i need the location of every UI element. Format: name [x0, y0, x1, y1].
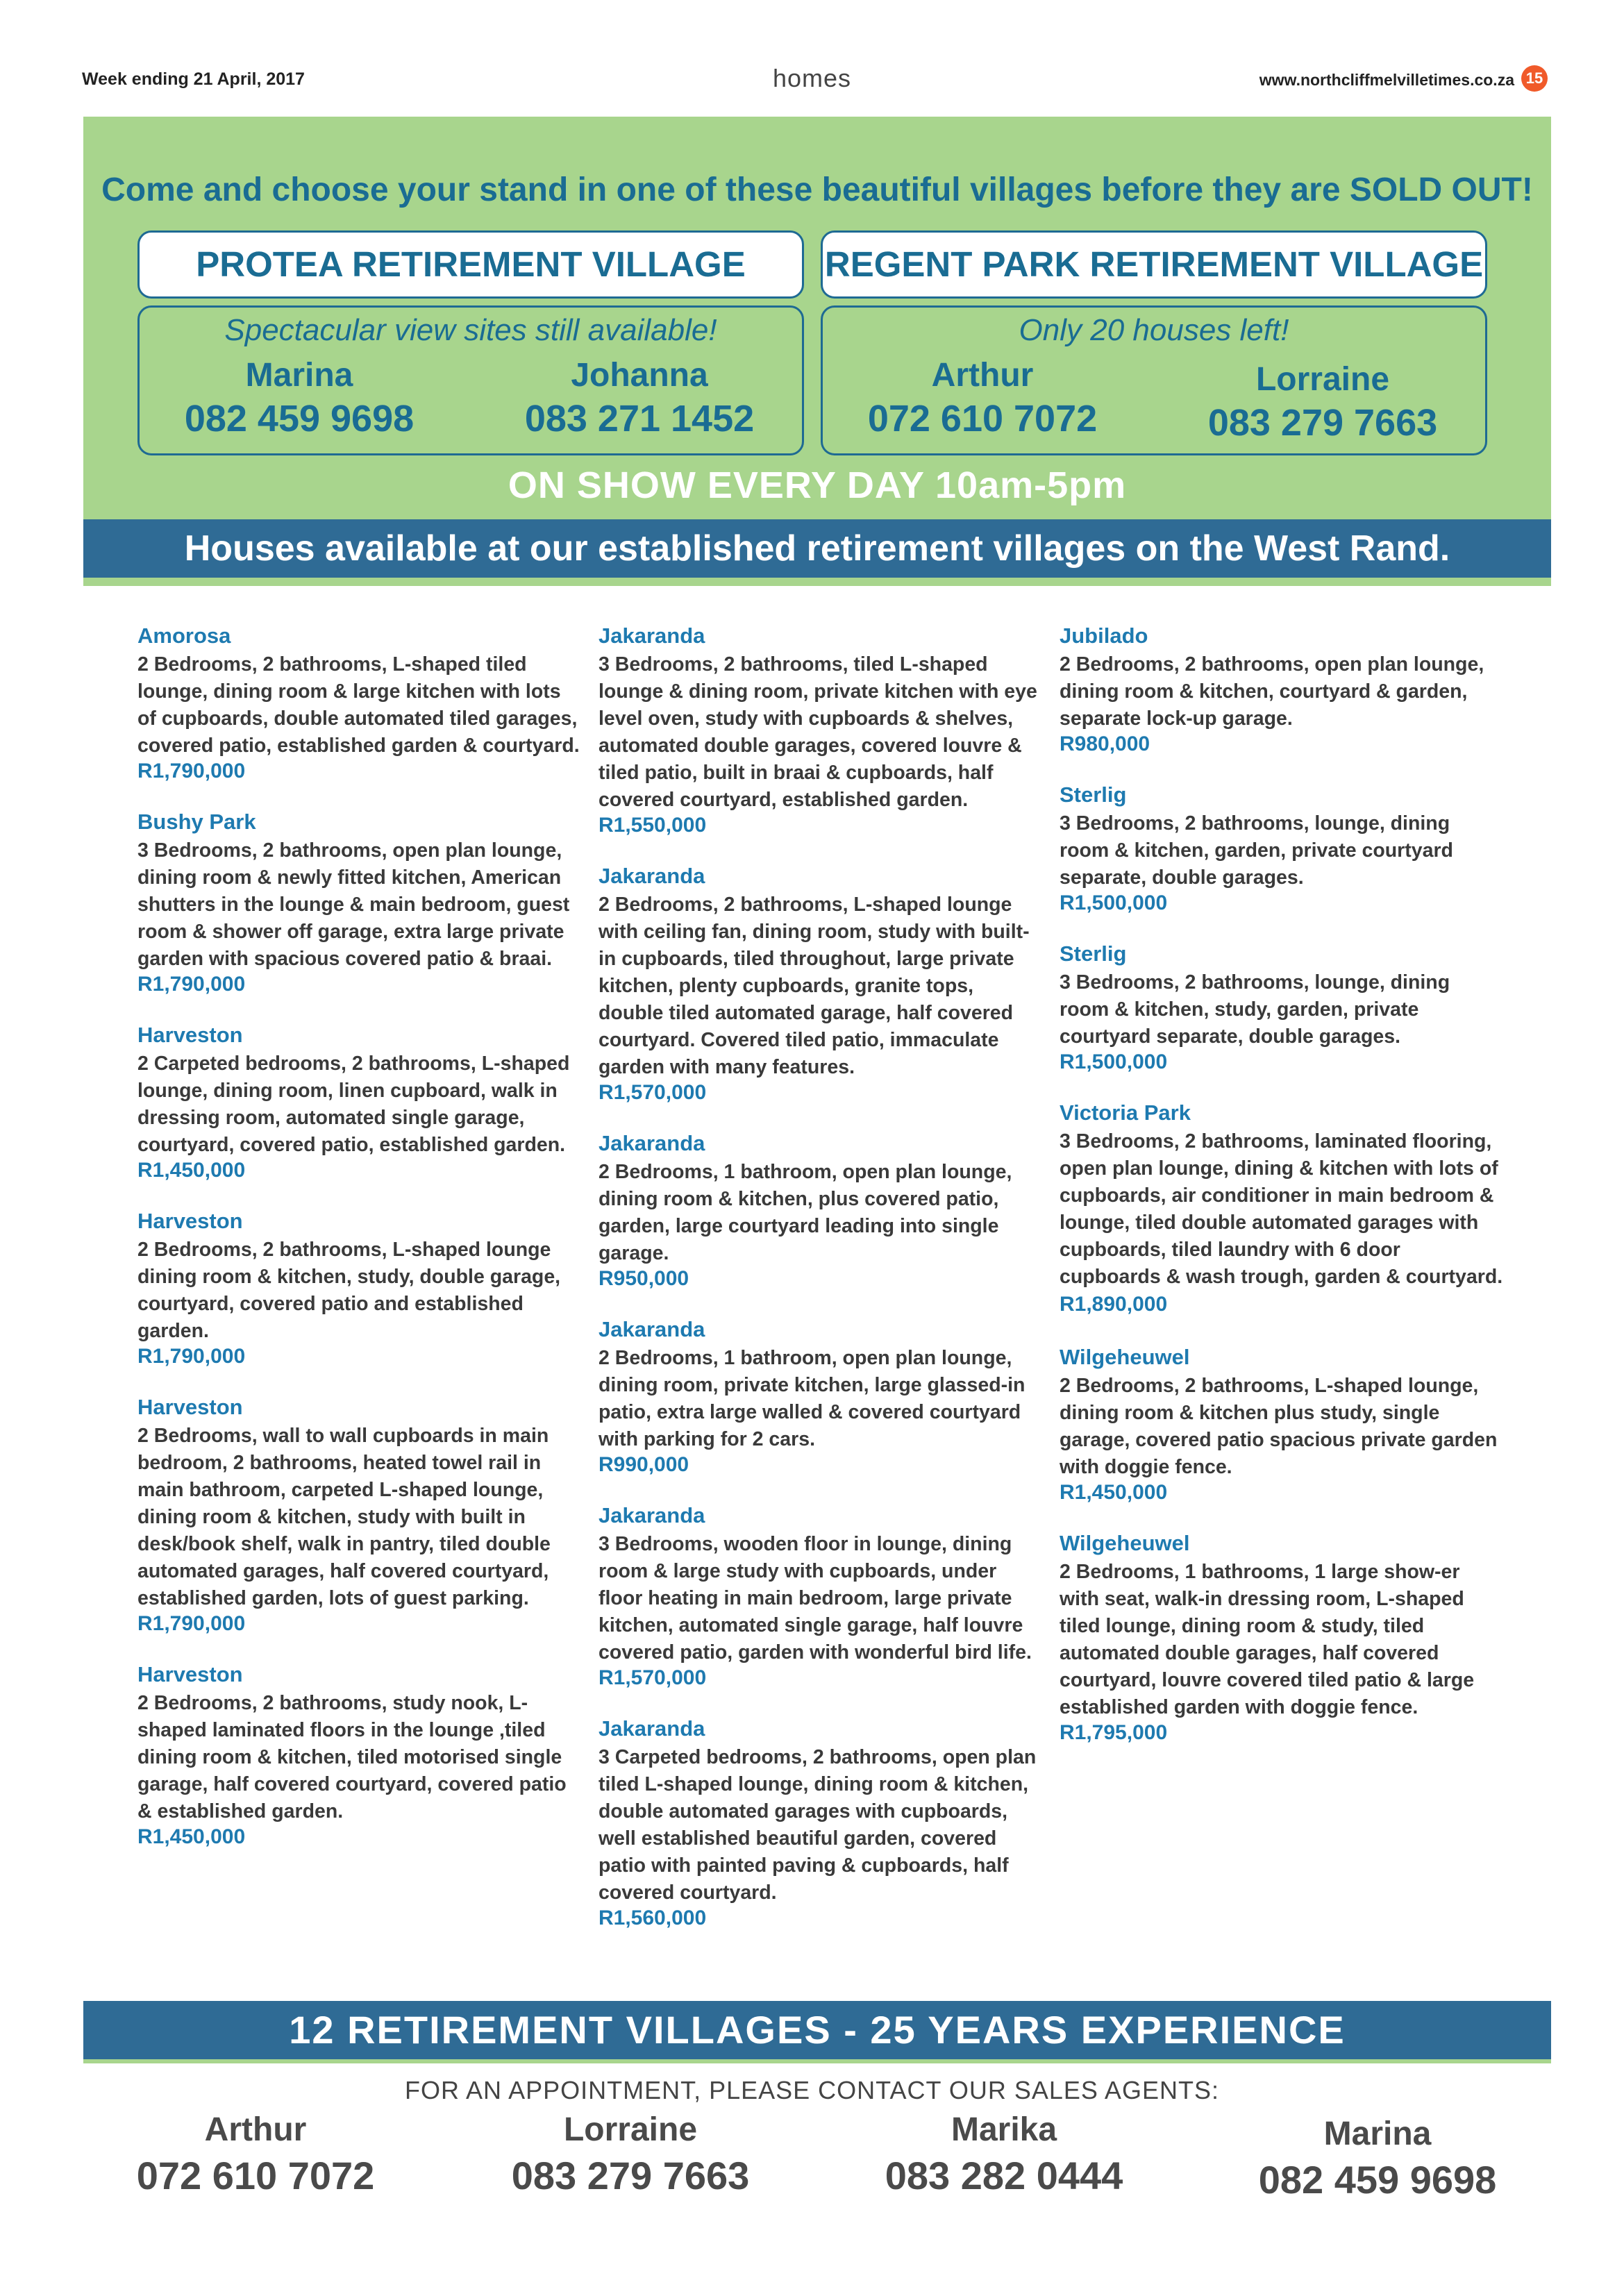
contact-card: [1170, 360, 1475, 444]
agent-phone[interactable]: 083 282 0444: [885, 2154, 1123, 2197]
listing-price: R1,500,000: [1060, 1050, 1168, 1073]
listing-price: R950,000: [598, 1267, 689, 1290]
listing-description: 2 Bedrooms, 2 bathrooms, L-shaped lounge with ceiling fan, dining room, study with built-in cupboards, tiled throughout, large private kitchen, plenty cupboards, granite tops, double tiled automated garage, half covered courtyard. Covered tiled patio, immaculate garden with many features.: [598, 894, 1030, 1078]
listing-price: R990,000: [598, 1453, 689, 1476]
listing-description: 2 Bedrooms, 2 bathrooms, open plan lounge, dining room & kitchen, courtyard & garden, separate lock-up garage.: [1060, 653, 1484, 730]
promo-banner: [83, 117, 1551, 586]
listing-description: 2 Bedrooms, 2 bathrooms, L-shaped tiled lounge, dining room & large kitchen with lots of cupboards, double automated tiled garages, covered patio, established garden & courtyard.: [137, 653, 580, 757]
regent-park-village-title: REGENT PARK RETIREMENT VILLAGE: [821, 231, 1487, 299]
listing-village-name: Harveston: [137, 1023, 243, 1047]
agent-name: Marina: [1323, 2115, 1432, 2152]
listing-village-name: Amorosa: [137, 623, 231, 648]
listing-description: 3 Bedrooms, 2 bathrooms, lounge, dining room & kitchen, garden, private courtyard separate, double garages.: [1060, 812, 1453, 889]
listing-price: R980,000: [1060, 732, 1150, 755]
listing-item: [1060, 623, 1504, 756]
regent-park-village-info: [821, 305, 1487, 455]
listing-price: R1,560,000: [598, 1907, 707, 1929]
listing-village-name: Harveston: [137, 1209, 243, 1233]
agent-name: Arthur: [204, 2111, 307, 2148]
contact-name: Marina: [245, 357, 353, 394]
listing-village-name: Jakaranda: [598, 1716, 705, 1741]
page-number-badge: 15: [1521, 65, 1548, 92]
on-show-notice: ON SHOW EVERY DAY 10am-5pm: [508, 464, 1127, 506]
listing-village-name: Harveston: [137, 1662, 243, 1686]
sales-agent: [858, 2111, 1150, 2198]
listing-price: R1,890,000: [1060, 1293, 1168, 1316]
listing-item: [1060, 941, 1504, 1074]
listing-price: R1,790,000: [137, 760, 246, 782]
listing-column-2: [598, 623, 1043, 1956]
listing-description: 2 Carpeted bedrooms, 2 bathrooms, L-shaped lounge, dining room, linen cupboard, walk in dressing room, automated single garage, courtyard, covered patio, established garden.: [137, 1053, 570, 1156]
appointment-text: FOR AN APPOINTMENT, PLEASE CONTACT OUR SALES AGENTS:: [405, 2076, 1219, 2104]
listing-item: [137, 1662, 582, 1849]
listing-village-name: Harveston: [137, 1395, 243, 1419]
listing-village-name: Bushy Park: [137, 810, 256, 834]
listing-description-text: 3 Bedrooms, 2 bathrooms, laminated flooring, open plan lounge, dining & kitchen with lots of cupboards, air conditioner in main bedroom & lounge, tiled double automated garages with cupboards, tiled laundry with 6 door cupboards & wash trough, garden & courtyard.: [1060, 1130, 1503, 1288]
listing-item: [1060, 1345, 1504, 1505]
listing-price: R1,500,000: [1060, 891, 1168, 914]
contact-card: [147, 356, 452, 440]
listing-item: [137, 623, 582, 783]
listing-description: 2 Bedrooms, 2 bathrooms, L-shaped lounge dining room & kitchen, study, double garage, courtyard, covered patio and established garden.: [137, 1239, 561, 1342]
listing-village-name: Jakaranda: [598, 1503, 705, 1527]
listing-description: 3 Bedrooms, 2 bathrooms, tiled L-shaped lounge & dining room, private kitchen with eye level oven, study with cupboards & shelves, automated double garages, covered louvre & tiled patio, built in braai & cupboards, half covered courtyard, established garden.: [598, 653, 1037, 811]
website-link[interactable]: www.northcliffmelvilletimes.co.za: [1259, 71, 1514, 89]
contact-phone[interactable]: 072 610 7072: [867, 398, 1098, 439]
sales-agent: [485, 2111, 776, 2198]
protea-tagline: Spectacular view sites still available!: [224, 313, 717, 347]
agent-phone[interactable]: 083 279 7663: [511, 2154, 750, 2197]
listing-price: R1,550,000: [598, 814, 707, 837]
listing-item: [1060, 1100, 1504, 1318]
issue-date: Week ending 21 April, 2017: [82, 69, 305, 89]
agent-name: Marika: [951, 2111, 1057, 2148]
listing-price: R1,790,000: [137, 1345, 246, 1368]
agent-name: Lorraine: [563, 2111, 698, 2148]
listing-item: [598, 623, 1043, 837]
listing-village-name: Jakaranda: [598, 1317, 705, 1341]
contact-phone[interactable]: 083 279 7663: [1207, 402, 1438, 444]
listing-price: R1,795,000: [1060, 1721, 1168, 1744]
listing-village-name: Jubilado: [1060, 623, 1148, 648]
contact-name: Lorraine: [1255, 361, 1390, 398]
listing-description: 2 Bedrooms, 2 bathrooms, study nook, L-shaped laminated floors in the lounge ,tiled dining room & kitchen, tiled motorised single garage, half covered courtyard, covered patio & established garden.: [137, 1692, 567, 1822]
contact-name: Johanna: [571, 357, 708, 394]
protea-village-info: [137, 305, 804, 455]
listing-village-name: Sterlig: [1060, 782, 1127, 807]
contact-phone[interactable]: 082 459 9698: [184, 398, 415, 439]
agent-phone[interactable]: 072 610 7072: [136, 2154, 375, 2197]
listing-item: [598, 1317, 1043, 1477]
listing-price: R1,450,000: [1060, 1481, 1168, 1504]
sales-agent: [1232, 2115, 1523, 2202]
listing-item: [598, 864, 1043, 1105]
listing-village-name: Jakaranda: [598, 623, 705, 648]
listing-description: 2 Bedrooms, 1 bathrooms, 1 large show-er with seat, walk-in dressing room, L-shaped tiled lounge, dining room & study, tiled automated double garages, half covered courtyard, louvre covered tiled patio & large established garden with doggie fence.: [1060, 1561, 1475, 1718]
listing-item: [137, 1395, 582, 1636]
regent-park-tagline: Only 20 houses left!: [1019, 313, 1289, 347]
listing-item: [137, 1209, 582, 1368]
listing-village-name: Jakaranda: [598, 1131, 705, 1155]
listing-column-1: [137, 623, 582, 1875]
section-title-bar: Houses available at our established retirement villages on the West Rand.: [83, 519, 1551, 582]
contact-name: Arthur: [931, 357, 1034, 394]
page-header: [76, 62, 1548, 97]
listing-item: [137, 810, 582, 996]
listing-description: 3 Bedrooms, 2 bathrooms, lounge, dining room & kitchen, study, garden, private courtyard separate, double garages.: [1060, 971, 1450, 1048]
listing-description: [1060, 1128, 1504, 1318]
listing-price: R1,450,000: [137, 1825, 246, 1848]
listing-village-name: Sterlig: [1060, 941, 1127, 966]
listing-item: [1060, 1531, 1504, 1745]
listing-description: 3 Bedrooms, wooden floor in lounge, dining room & large study with cupboards, under floor heating in main bedroom, large private kitchen, automated single garage, half louvre covered patio, garden with wonderful bird life.: [598, 1533, 1032, 1664]
contact-card: [487, 356, 792, 440]
contact-card: [830, 356, 1135, 440]
listing-description: 2 Bedrooms, 1 bathroom, open plan lounge, dining room & kitchen, plus covered patio, garden, large courtyard leading into single garage.: [598, 1161, 1012, 1264]
listing-village-name: Wilgeheuwel: [1060, 1345, 1190, 1369]
sales-agent: [110, 2111, 401, 2198]
contact-phone[interactable]: 083 271 1452: [524, 398, 755, 439]
listing-description: 2 Bedrooms, 1 bathroom, open plan lounge, dining room, private kitchen, large glassed-in patio, extra large walled & covered courtyard with parking for 2 cars.: [598, 1347, 1026, 1450]
listing-column-3: [1060, 623, 1504, 1771]
listing-price: R1,570,000: [598, 1081, 707, 1104]
slogan-bar: 12 RETIREMENT VILLAGES - 25 YEARS EXPERIENCE: [83, 2001, 1551, 2063]
listing-item: [598, 1131, 1043, 1291]
listing-village-name: Wilgeheuwel: [1060, 1531, 1190, 1555]
listing-description: 3 Carpeted bedrooms, 2 bathrooms, open plan tiled L-shaped lounge, dining room & kitchen, double automated garages with cupboards, well established beautiful garden, covered patio with painted paving & cupboards, half covered courtyard.: [598, 1746, 1037, 1904]
agent-phone[interactable]: 082 459 9698: [1258, 2158, 1497, 2202]
protea-village-title: PROTEA RETIREMENT VILLAGE: [137, 231, 804, 299]
listing-price: R1,450,000: [137, 1159, 246, 1182]
banner-headline: Come and choose your stand in one of these beautiful villages before they are SOLD OUT!: [101, 171, 1533, 208]
listing-item: [1060, 782, 1504, 915]
listing-price: R1,570,000: [598, 1666, 707, 1689]
listing-item: [137, 1023, 582, 1182]
listing-price: R1,790,000: [137, 1612, 246, 1635]
listing-item: [598, 1503, 1043, 1690]
listing-description: 2 Bedrooms, wall to wall cupboards in main bedroom, 2 bathrooms, heated towel rail in main bathroom, carpeted L-shaped lounge, dining room & kitchen, study with built in desk/book shelf, walk in pantry, tiled double automated garages, half covered courtyard, established garden, lots of guest parking.: [137, 1425, 551, 1609]
listing-price: R1,790,000: [137, 973, 246, 996]
listing-village-name: Jakaranda: [598, 864, 705, 888]
listing-item: [598, 1716, 1043, 1930]
section-name: homes: [772, 64, 852, 92]
listing-description: 2 Bedrooms, 2 bathrooms, L-shaped lounge, dining room & kitchen plus study, single garage, covered patio spacious private garden with doggie fence.: [1060, 1375, 1498, 1478]
listing-description: 3 Bedrooms, 2 bathrooms, open plan lounge, dining room & newly fitted kitchen, American shutters in the lounge & main bedroom, guest room & shower off garage, extra large private garden with spacious covered patio & braai.: [137, 839, 570, 970]
listing-village-name: Victoria Park: [1060, 1100, 1191, 1125]
